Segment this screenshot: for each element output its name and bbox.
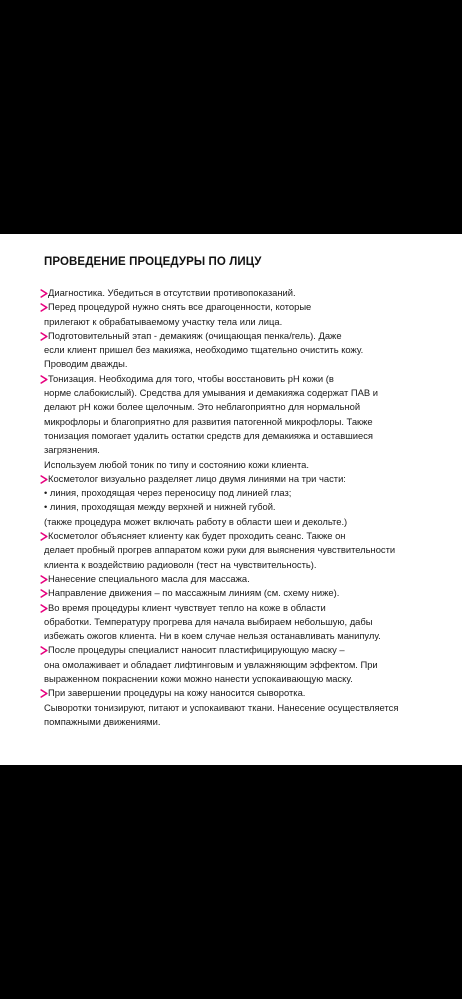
step-text: прилегают к обрабатываемому участку тела или лица. <box>44 315 283 327</box>
step-continuation-line <box>44 415 444 429</box>
step-text: помпажными движениями. <box>44 715 161 727</box>
step-text: Нанесение специального масла для массажа. <box>48 572 250 584</box>
step-text: делают pH кожи более щелочным. Это неблагоприятно для нормальной <box>44 401 361 413</box>
step-line <box>44 529 444 543</box>
step-text: Диагностика. Убедиться в отсутствии противопоказаний. <box>48 287 296 298</box>
bottom-black-band <box>0 765 462 999</box>
step-text: тонизация помогает удалить остатки средств для демакияжа и оставшиеся <box>44 429 373 441</box>
step-continuation-line <box>44 543 444 557</box>
step-continuation-line <box>44 486 444 500</box>
procedure-steps <box>44 286 444 729</box>
step-text: (также процедура может включать работу в области шеи и декольте.) <box>44 515 348 527</box>
step-text: Перед процедурой нужно снять все драгоценности, которые <box>48 301 312 313</box>
step-line <box>44 686 444 700</box>
step-line <box>44 601 444 615</box>
step-continuation-line <box>44 315 444 329</box>
step-text: Косметолог объясняет клиенту как будет проходить сеанс. Также он <box>48 530 346 542</box>
step-text: норме слабокислый). Средства для умывания и демакияжа содержат ПАВ и <box>44 387 378 399</box>
step-continuation-line <box>44 515 444 529</box>
step-line <box>44 300 444 314</box>
step-continuation-line <box>44 615 444 629</box>
step-text: При завершении процедуры на кожу наносится сыворотка. <box>48 687 306 699</box>
step-text: выраженном покраснении кожи можно нанести успокаивающую маску. <box>44 673 353 685</box>
step-text: микрофлоры и благоприятно для развития патогенной микрофлоры. Также <box>44 415 373 427</box>
page-title: ПРОВЕДЕНИЕ ПРОЦЕДУРЫ ПО ЛИЦУ <box>44 256 262 268</box>
step-text: • линия, проходящая между верхней и нижней губой. <box>44 501 276 513</box>
step-continuation-line <box>44 343 444 357</box>
step-continuation-line <box>44 443 444 457</box>
step-text: После процедуры специалист наносит пластифицирующую маску – <box>48 644 345 656</box>
step-text: избежать ожогов клиента. Ни в коем случае нельзя останавливать манипулу. <box>44 630 381 642</box>
step-line <box>44 472 444 486</box>
step-text: Используем любой тоник по типу и состоянию кожи клиента. <box>44 458 309 470</box>
step-continuation-line <box>44 658 444 672</box>
step-line <box>44 586 444 600</box>
step-line <box>44 643 444 657</box>
step-line <box>44 329 444 343</box>
step-text: Направление движения – по массажным линиям (см. схему ниже). <box>48 587 340 599</box>
step-text: Подготовительный этап - демакияж (очищающая пенка/гель). Даже <box>48 329 342 341</box>
step-text: Сыворотки тонизируют, питают и успокаивают ткани. Нанесение осуществляется <box>44 701 399 713</box>
step-continuation-line <box>44 500 444 514</box>
top-black-band <box>0 0 462 234</box>
step-continuation-line <box>44 629 444 643</box>
step-text: Во время процедуры клиент чувствует тепло на коже в области <box>48 601 326 613</box>
step-continuation-line <box>44 386 444 400</box>
step-text: Тонизация. Необходима для того, чтобы восстановить pH кожи (в <box>48 372 334 384</box>
step-text: Косметолог визуально разделяет лицо двумя линиями на три части: <box>48 472 346 484</box>
step-continuation-line <box>44 400 444 414</box>
step-continuation-line <box>44 558 444 572</box>
step-text: она омолаживает и обладает лифтинговым и увлажняющим эффектом. При <box>44 658 378 670</box>
step-text: делает пробный прогрев аппаратом кожи руки для выяснения чувствительности <box>44 544 396 556</box>
step-continuation-line <box>44 672 444 686</box>
step-line <box>44 372 444 386</box>
step-continuation-line <box>44 429 444 443</box>
step-line <box>44 572 444 586</box>
step-continuation-line <box>44 357 444 371</box>
document-page <box>0 234 462 765</box>
step-text: если клиент пришел без макияжа, необходимо тщательно очистить кожу. <box>44 344 364 356</box>
step-text: загрязнения. <box>44 444 100 456</box>
step-line <box>44 286 444 300</box>
step-text: Проводим дважды. <box>44 358 128 370</box>
step-continuation-line <box>44 715 444 729</box>
step-text: обработки. Температуру прогрева для начала выбираем небольшую, дабы <box>44 615 373 627</box>
step-text: клиента к воздействию радиоволн (тест на чувствительность). <box>44 558 317 570</box>
step-continuation-line <box>44 701 444 715</box>
step-text: • линия, проходящая через переносицу под линией глаз; <box>44 487 292 499</box>
step-continuation-line <box>44 458 444 472</box>
